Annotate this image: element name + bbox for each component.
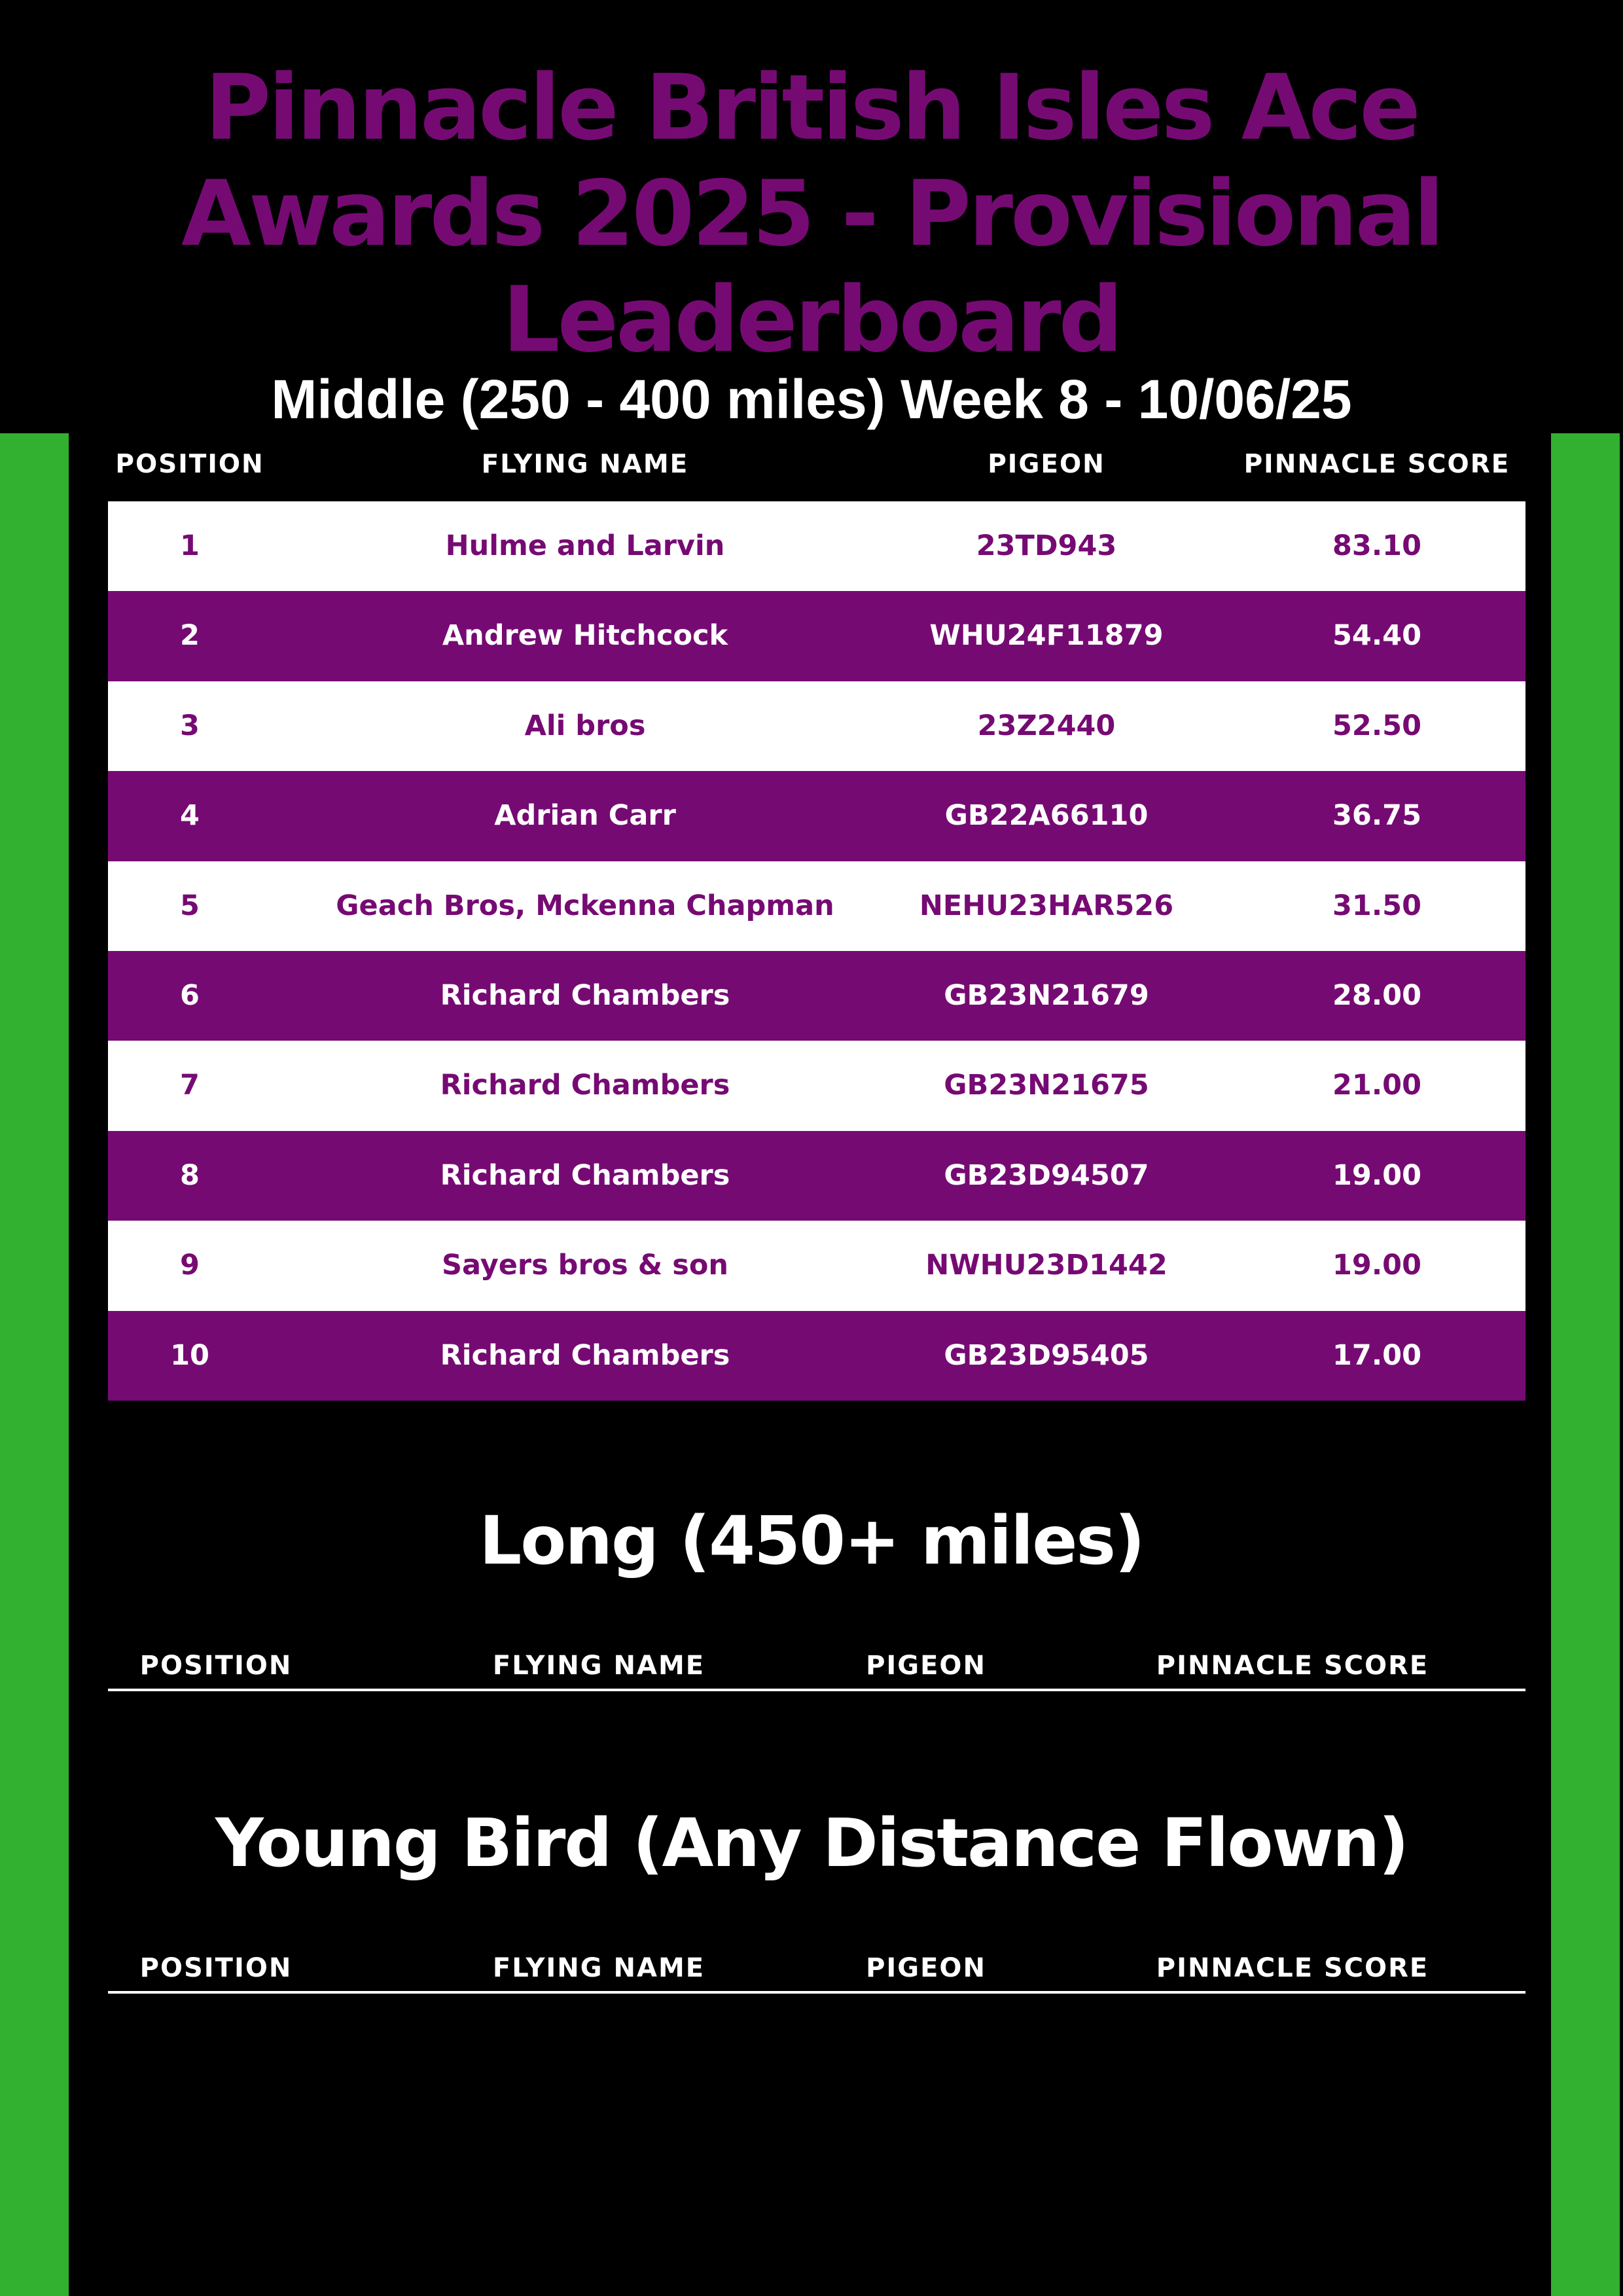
position-cell: 4 [180, 799, 200, 833]
column-header-flying-name: FLYING NAME [492, 1651, 705, 1681]
table-row [108, 1311, 1525, 1401]
column-header-flying-name: FLYING NAME [481, 450, 689, 479]
score-cell: 17.00 [1332, 1338, 1421, 1372]
pigeon-cell: NWHU23D1442 [925, 1249, 1168, 1282]
score-cell: 21.00 [1332, 1069, 1421, 1102]
pigeon-cell: GB23N21675 [944, 1069, 1149, 1102]
pigeon-cell: GB22A66110 [944, 799, 1149, 833]
pigeon-cell: GB23D95405 [944, 1338, 1149, 1372]
score-cell: 52.50 [1332, 709, 1421, 742]
middle-leaderboard-table [108, 501, 1525, 1401]
score-cell: 31.50 [1332, 889, 1421, 922]
column-header-position: POSITION [139, 1651, 293, 1681]
pigeon-cell: WHU24F11879 [929, 619, 1164, 653]
flying-name-cell: Andrew Hitchcock [442, 619, 728, 653]
position-cell: 3 [180, 709, 200, 742]
column-header-flying-name: FLYING NAME [492, 1953, 705, 1983]
score-cell: 83.10 [1332, 529, 1421, 562]
position-cell: 6 [180, 978, 200, 1012]
score-cell: 54.40 [1332, 619, 1421, 653]
score-cell: 28.00 [1332, 978, 1421, 1012]
table-row [108, 501, 1525, 591]
long-table-header [108, 1643, 1525, 1691]
table-row [108, 681, 1525, 771]
table-row [108, 861, 1525, 951]
column-header-pinnacle-score: PINNACLE SCORE [1243, 450, 1510, 479]
flying-name-cell: Sayers bros & son [442, 1249, 728, 1282]
position-cell: 5 [180, 889, 200, 922]
flying-name-cell: Richard Chambers [440, 1069, 730, 1102]
position-cell: 10 [170, 1338, 209, 1372]
position-cell: 1 [180, 529, 200, 562]
right-green-border [1551, 433, 1620, 2296]
position-cell: 9 [180, 1249, 200, 1282]
left-green-border [0, 433, 69, 2296]
column-header-pinnacle-score: PINNACLE SCORE [1156, 1651, 1429, 1681]
position-cell: 8 [180, 1158, 200, 1192]
middle-table-header [0, 445, 1623, 484]
young-bird-table-header [108, 1945, 1525, 1994]
table-row [108, 771, 1525, 861]
flying-name-cell: Ali bros [524, 709, 646, 742]
column-header-pigeon: PIGEON [866, 1651, 986, 1681]
table-row [108, 1131, 1525, 1221]
table-row [108, 951, 1525, 1041]
flying-name-cell: Richard Chambers [440, 978, 730, 1012]
column-header-position: POSITION [139, 1953, 293, 1983]
flying-name-cell: Geach Bros, Mckenna Chapman [336, 889, 834, 922]
column-header-pinnacle-score: PINNACLE SCORE [1156, 1953, 1429, 1983]
flying-name-cell: Richard Chambers [440, 1158, 730, 1192]
position-cell: 7 [180, 1069, 200, 1102]
pigeon-cell: 23TD943 [976, 529, 1117, 562]
long-section-title: Long (450+ miles) [479, 1502, 1144, 1580]
page-header [0, 0, 1623, 433]
pigeon-cell: GB23D94507 [944, 1158, 1149, 1192]
flying-name-cell: Hulme and Larvin [445, 529, 725, 562]
pigeon-cell: 23Z2440 [977, 709, 1116, 742]
position-cell: 2 [180, 619, 200, 653]
score-cell: 19.00 [1332, 1249, 1421, 1282]
young-bird-section-title: Young Bird (Any Distance Flown) [215, 1804, 1408, 1882]
column-header-pigeon: PIGEON [988, 450, 1105, 479]
column-header-position: POSITION [115, 450, 264, 479]
flying-name-cell: Adrian Carr [494, 799, 676, 833]
table-row [108, 1041, 1525, 1130]
page-title: Pinnacle British Isles Ace Awards 2025 - Provisional Leaderboard [181, 55, 1442, 372]
score-cell: 36.75 [1332, 799, 1421, 833]
flying-name-cell: Richard Chambers [440, 1338, 730, 1372]
table-row [108, 591, 1525, 681]
page-subtitle: Middle (250 - 400 miles) Week 8 - 10/06/25 [271, 368, 1352, 430]
pigeon-cell: NEHU23HAR526 [919, 889, 1174, 922]
table-row [108, 1221, 1525, 1310]
pigeon-cell: GB23N21679 [944, 978, 1149, 1012]
score-cell: 19.00 [1332, 1158, 1421, 1192]
column-header-pigeon: PIGEON [866, 1953, 986, 1983]
